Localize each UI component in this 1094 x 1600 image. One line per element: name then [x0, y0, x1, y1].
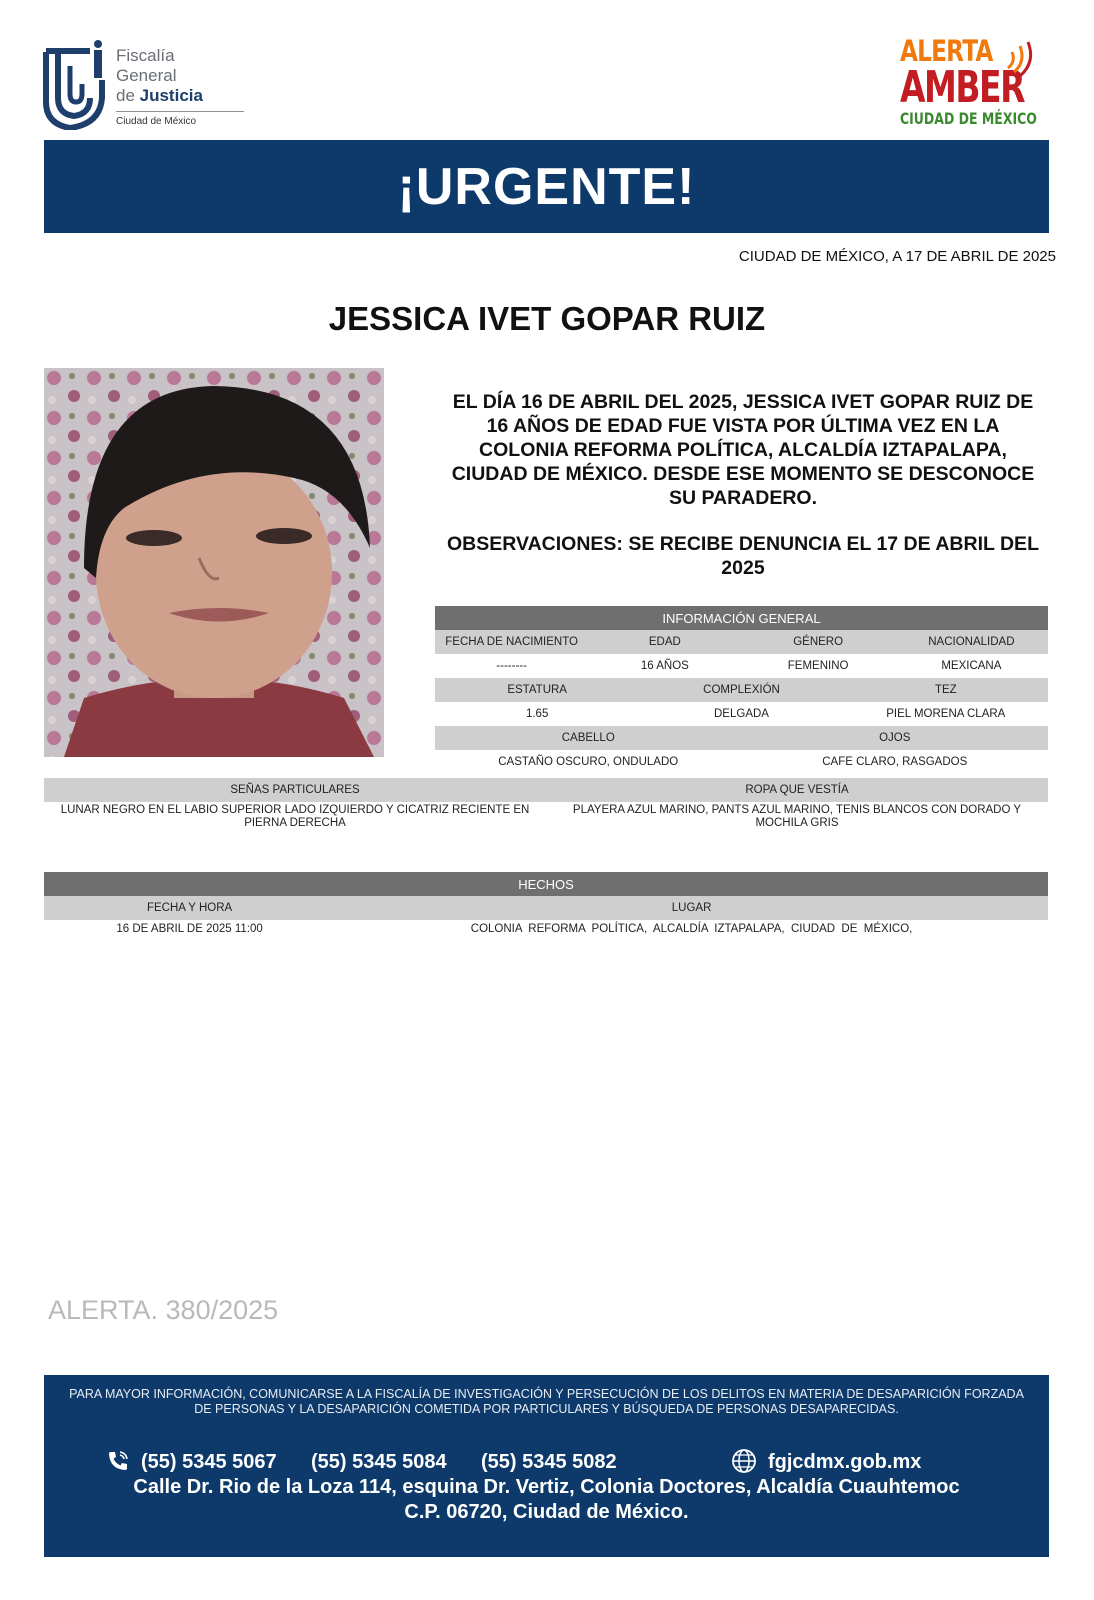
value-hair: CASTAÑO OSCURO, ONDULADO: [498, 756, 679, 768]
header-date-time: FECHA Y HORA: [146, 902, 233, 914]
header-age: EDAD: [648, 636, 681, 648]
facts-table: [44, 872, 1048, 938]
fgj-line3-bold: Justicia: [139, 86, 203, 105]
value-build: DELGADA: [714, 708, 769, 720]
observations: OBSERVACIONES: SE RECIBE DENUNCIA EL 17 DE ABRIL DEL 2025: [447, 533, 1039, 579]
fgj-wordmark: [116, 46, 244, 127]
general-info-title: [435, 606, 1048, 630]
header-place: LUGAR: [671, 902, 712, 914]
header-eyes: OJOS: [879, 732, 911, 744]
phone-number-3[interactable]: (55) 5345 5082: [481, 1451, 617, 1473]
alert-number: ALERTA. 380/2025: [48, 1295, 279, 1325]
missing-person-photo: [44, 368, 384, 757]
header-birthdate: FECHA DE NACIMIENTO: [445, 636, 578, 648]
features-table: [44, 778, 1048, 830]
fgj-line3-prefix: de: [116, 86, 140, 105]
signal-waves-icon: [1002, 40, 1038, 80]
fgj-line3: [116, 86, 244, 106]
value-complexion: PIEL MORENA CLARA: [886, 708, 1006, 720]
value-nationality: MEXICANA: [941, 660, 1002, 672]
header-build: COMPLEXIÓN: [703, 684, 780, 696]
table-row: [435, 702, 1048, 726]
footer-info-text: PARA MAYOR INFORMACIÓN, COMUNICARSE A LA FISCALÍA DE INVESTIGACIÓN Y PERSECUCIÓN DE LOS DELITOS EN MATERIA DE DESAPARICIÓN FORZADA DE PERSONAS Y LA DESAPARICIÓN COMETIDA POR PARTICULARES Y BÚSQUEDA DE PERSONAS DESAPARECIDAS.: [69, 1387, 1024, 1416]
value-eyes: CAFE CLARO, RASGADOS: [822, 756, 968, 768]
address-line-1: Calle Dr. Rio de la Loza 114, esquina Dr. Vertiz, Colonia Doctores, Alcaldía Cuauhtemoc: [133, 1476, 960, 1498]
table-header-row: [44, 778, 1048, 802]
table-row: [44, 920, 1048, 938]
table-row: [435, 654, 1048, 678]
amber-alert-logo: [900, 36, 1040, 136]
general-info-title-text: INFORMACIÓN GENERAL: [662, 610, 821, 626]
person-name: JESSICA IVET GOPAR RUIZ: [328, 300, 766, 337]
value-age: 16 AÑOS: [640, 660, 689, 672]
facts-title: [44, 872, 1048, 896]
fgj-line2: General: [116, 66, 177, 85]
urgent-banner: ¡URGENTE!: [44, 140, 1049, 233]
table-header-row: [435, 630, 1048, 654]
fgj-logo: [42, 38, 222, 134]
footer-contacts: [44, 1449, 1049, 1475]
portrait-image: [44, 368, 384, 757]
globe-icon: [730, 1447, 758, 1475]
facts-title-text: HECHOS: [518, 876, 574, 892]
fgj-emblem-icon: [42, 40, 108, 130]
phone-icon: [106, 1449, 130, 1473]
header-nationality: NACIONALIDAD: [928, 636, 1015, 648]
value-date-time: 16 DE ABRIL DE 2025 11:00: [116, 923, 263, 935]
amber-logo-line3: CIUDAD DE MÉXICO: [900, 109, 1037, 128]
table-row: [44, 802, 1048, 830]
value-clothing: PLAYERA AZUL MARINO, PANTS AZUL MARINO, TENIS BLANCOS CON DORADO Y MOCHILA GRIS: [572, 804, 1022, 829]
address-line-2: C.P. 06720, Ciudad de México.: [404, 1501, 689, 1523]
fgj-divider: [116, 111, 244, 112]
amber-logo-line2: AMBER: [900, 62, 1024, 113]
phone-number-2[interactable]: (55) 5345 5084: [311, 1451, 447, 1473]
value-height: 1.65: [525, 708, 549, 720]
header-height: ESTATURA: [507, 684, 567, 696]
case-description: EL DÍA 16 DE ABRIL DEL 2025, JESSICA IVET GOPAR RUIZ DE 16 AÑOS DE EDAD FUE VISTA POR ÚLTIMA VEZ EN LA COLONIA REFORMA POLÍTICA, ALCALDÍA IZTAPALAPA, CIUDAD DE MÉXICO. DESDE ESE MOMENTO SE DESCONOCE SU PARADERO.: [451, 391, 1035, 509]
footer-address: [44, 1475, 1049, 1525]
value-birthdate: --------: [496, 660, 527, 672]
header-hair: CABELLO: [561, 732, 615, 744]
header-distinguishing-marks: SEÑAS PARTICULARES: [230, 784, 360, 796]
fgj-line1: Fiscalía: [116, 46, 175, 65]
contact-footer: [44, 1375, 1049, 1557]
table-header-row: [44, 896, 1048, 920]
header-clothing: ROPA QUE VESTÍA: [745, 784, 849, 796]
value-distinguishing-marks: LUNAR NEGRO EN EL LABIO SUPERIOR LADO IZQUIERDO Y CICATRIZ RECIENTE EN PIERNA DERECHA: [60, 804, 530, 829]
header-gender: GÉNERO: [793, 636, 844, 648]
general-info-table: [435, 606, 1048, 774]
website-link[interactable]: fgjcdmx.gob.mx: [768, 1451, 922, 1473]
value-place: COLONIA REFORMA POLÍTICA, ALCALDÍA IZTAPALAPA, CIUDAD DE MÉXICO,: [470, 923, 913, 935]
value-gender: FEMENINO: [787, 660, 849, 672]
fgj-line4: Ciudad de México: [116, 116, 197, 127]
amber-logo-line1: ALERTA: [900, 34, 993, 68]
table-header-row: [435, 726, 1048, 750]
phone-number-1[interactable]: (55) 5345 5067: [141, 1451, 277, 1473]
header-complexion: TEZ: [934, 684, 957, 696]
table-header-row: [435, 678, 1048, 702]
date-line: CIUDAD DE MÉXICO, A 17 DE ABRIL DE 2025: [738, 248, 1056, 265]
table-row: [435, 750, 1048, 774]
